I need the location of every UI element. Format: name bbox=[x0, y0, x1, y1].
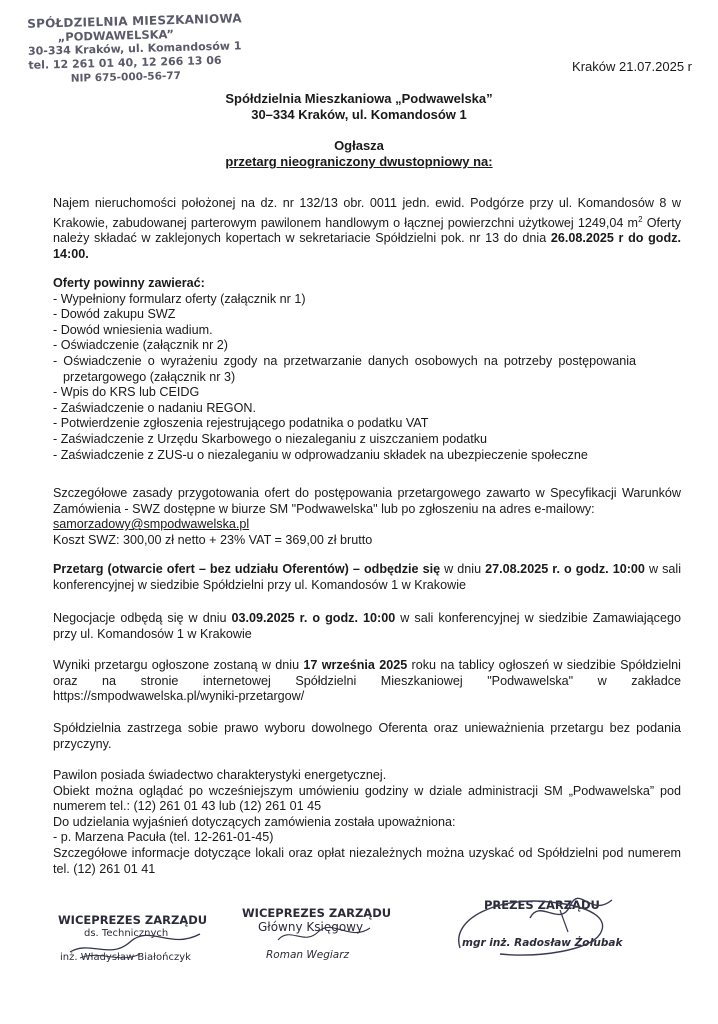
swz-text: Szczegółowe zasady przygotowania ofert do postępowania przetargowego zawarto w Specyfikacji Warunków Zamówienia - SWZ dostępne w biurze SM "Podwawelska" lub po zgłoszeniu na adres e-mailowy: bbox=[53, 486, 681, 516]
final-line-3: Do udzielania wyjaśnień dotyczących zamówienia została upoważniona: bbox=[53, 814, 456, 829]
list-item: - Zaświadczenie z ZUS-u o niezaleganiu w odprowadzaniu składek na ubezpieczenie społeczne bbox=[53, 447, 588, 462]
negotiation-text-2: w sali konferencyjnej w siedzibie Zamawiającego przy ul. Komandosów 1 w Krakowie bbox=[53, 611, 681, 641]
email-link[interactable]: samorzadowy@smpodwawelska.pl bbox=[53, 517, 250, 532]
tender-text-1: w dniu bbox=[440, 562, 486, 576]
results-paragraph bbox=[53, 658, 681, 705]
lease-sup: 2 bbox=[638, 214, 643, 224]
subject-text: przetarg nieograniczony dwustopniowy na: bbox=[225, 154, 493, 169]
tender-bold: Przetarg (otwarcie ofert – bez udziału Oferentów) – odbędzie się bbox=[53, 562, 441, 576]
negotiation-date: 03.09.2025 r. o godz. 10:00 bbox=[231, 611, 396, 625]
signature-scribble-icon bbox=[60, 920, 210, 966]
deadline-date: 26.08.2025 r do godz. 14:00. bbox=[53, 231, 681, 261]
list-item: - Wypełniony formularz oferty (załącznik nr 1) bbox=[53, 291, 306, 306]
list-item: - Oświadczenie o wyrażeniu zgody na przetwarzanie danych osobowych na potrzeby postępowania bbox=[53, 353, 637, 368]
list-item: - Potwierdzenie zgłoszenia rejestrującego podatnika o podatku VAT bbox=[53, 416, 429, 431]
list-item: - Zaświadczenie o nadaniu REGON. bbox=[53, 400, 256, 415]
reserve-paragraph: Spółdzielnia zastrzega sobie prawo wyboru dowolnego Oferenta oraz unieważnienia przetargu bez podania przyczyny. bbox=[53, 721, 681, 751]
list-item: - Dowód zakupu SWZ bbox=[53, 307, 176, 322]
list-item: - Oświadczenie (załącznik nr 2) bbox=[53, 338, 228, 353]
sig-title: WICEPREZES ZARZĄDU bbox=[242, 906, 392, 920]
sig-name: mgr inż. Radosław Żołubak bbox=[462, 937, 623, 949]
list-item: - Dowód wniesienia wadium. bbox=[53, 322, 213, 337]
stamp-line-1: SPÓŁDZIELNIA MIESZKANIOWA bbox=[27, 11, 242, 31]
swz-cost: Koszt SWZ: 300,00 zł netto + 23% VAT = 369,00 zł brutto bbox=[53, 532, 373, 547]
list-item: - Wpis do KRS lub CEIDG bbox=[53, 385, 200, 400]
header-address: 30–334 Kraków, ul. Komandosów 1 bbox=[251, 107, 467, 122]
stamp-line-3: 30-334 Kraków, ul. Komandosów 1 bbox=[27, 39, 242, 58]
sig-name: Roman Wegiarz bbox=[266, 949, 350, 961]
stamp-line-4: tel. 12 261 01 40, 12 266 13 06 bbox=[28, 53, 222, 72]
stamp-line-5: NIP 675-000-56-77 bbox=[70, 69, 182, 85]
sig-name: inż. Władysław Białończyk bbox=[60, 952, 191, 963]
tender-text-2: w sali konferencyjnej w siedzibie Spółdzielni przy ul. Komandosów 1 w Krakowie bbox=[53, 562, 682, 592]
negotiation-text-1: Negocjacje odbędą się w dniu bbox=[53, 611, 232, 625]
tender-paragraph bbox=[53, 562, 681, 593]
results-text-2: roku na tablicy ogłoszeń w siedzibie Spółdzielni oraz na stronie internetowej Spółdzielni Mieszkaniowej "Podwawelska" w zakładce https://smpodwawelska.pl/wyniki-przetargow/ bbox=[53, 658, 681, 704]
signature-scribble-icon bbox=[270, 920, 380, 950]
list-item: - Zaświadczenie z Urzędu Skarbowego o niezaleganiu z uiszczaniem podatku bbox=[53, 431, 488, 446]
results-text-1: Wyniki przetargu ogłoszone zostaną w dniu bbox=[53, 658, 304, 672]
header-org: Spółdzielnia Mieszkaniowa „Podwawelska” bbox=[225, 91, 493, 106]
paragraph-lease bbox=[53, 196, 681, 263]
sig-title: PREZES ZARZĄDU bbox=[484, 898, 600, 912]
offers-heading: Oferty powinny zawierać: bbox=[53, 276, 205, 290]
sig-subtitle: ds. Technicznych bbox=[84, 928, 169, 939]
organization-stamp bbox=[27, 11, 249, 87]
header-announces: Ogłasza bbox=[334, 138, 384, 153]
final-line-1: Pawilon posiada świadectwo charakterystyki energetycznej. bbox=[53, 768, 387, 782]
header-subject bbox=[0, 154, 718, 170]
final-line-5: Szczegółowe informacje dotyczące lokali oraz opłat niezależnych można uzyskać od Spółdzielni pod numerem tel. (12) 261 01 41 bbox=[53, 845, 681, 876]
results-date: 17 września 2025 bbox=[303, 658, 408, 672]
deadline-text: Oferty należy składać w zaklejonych kopertach w sekretariacie Spółdzielni pok. nr 13 do dnia bbox=[53, 215, 681, 246]
sig-subtitle: Główny Księgowy bbox=[258, 920, 364, 934]
offers-section bbox=[53, 276, 681, 463]
final-section bbox=[53, 768, 681, 877]
final-line-2: Obiekt można oglądać po wcześniejszym umówieniu godziny w dziale administracji SM „Podwawelska” pod numerem tel.: (12) 261 01 43 lub (12) 261 01 45 bbox=[53, 783, 681, 814]
list-item: przetargowego (załącznik nr 3) bbox=[63, 369, 236, 384]
signature-scribble-icon bbox=[440, 888, 630, 968]
offers-list bbox=[53, 292, 681, 464]
sig-title: WICEPREZES ZARZĄDU bbox=[58, 913, 208, 927]
stamp-line-2: „PODWAWELSKA” bbox=[57, 27, 175, 45]
final-line-4: - p. Marzena Pacuła (tel. 12-261-01-45) bbox=[53, 830, 274, 845]
negotiation-paragraph bbox=[53, 611, 681, 642]
document-date: Kraków 21.07.2025 r bbox=[572, 59, 692, 74]
swz-section bbox=[53, 486, 681, 548]
lease-text: Najem nieruchomości położonej na dz. nr 132/13 obr. 0011 jedn. ewid. Podgórze przy ul. Komandosów 8 w Krakowie, zabudowanej parterowym pawilonem handlowym o łącznej powierzchni użytkowej 1249,04 m bbox=[53, 196, 681, 230]
tender-date: 27.08.2025 r. o godz. 10:00 bbox=[485, 562, 645, 576]
